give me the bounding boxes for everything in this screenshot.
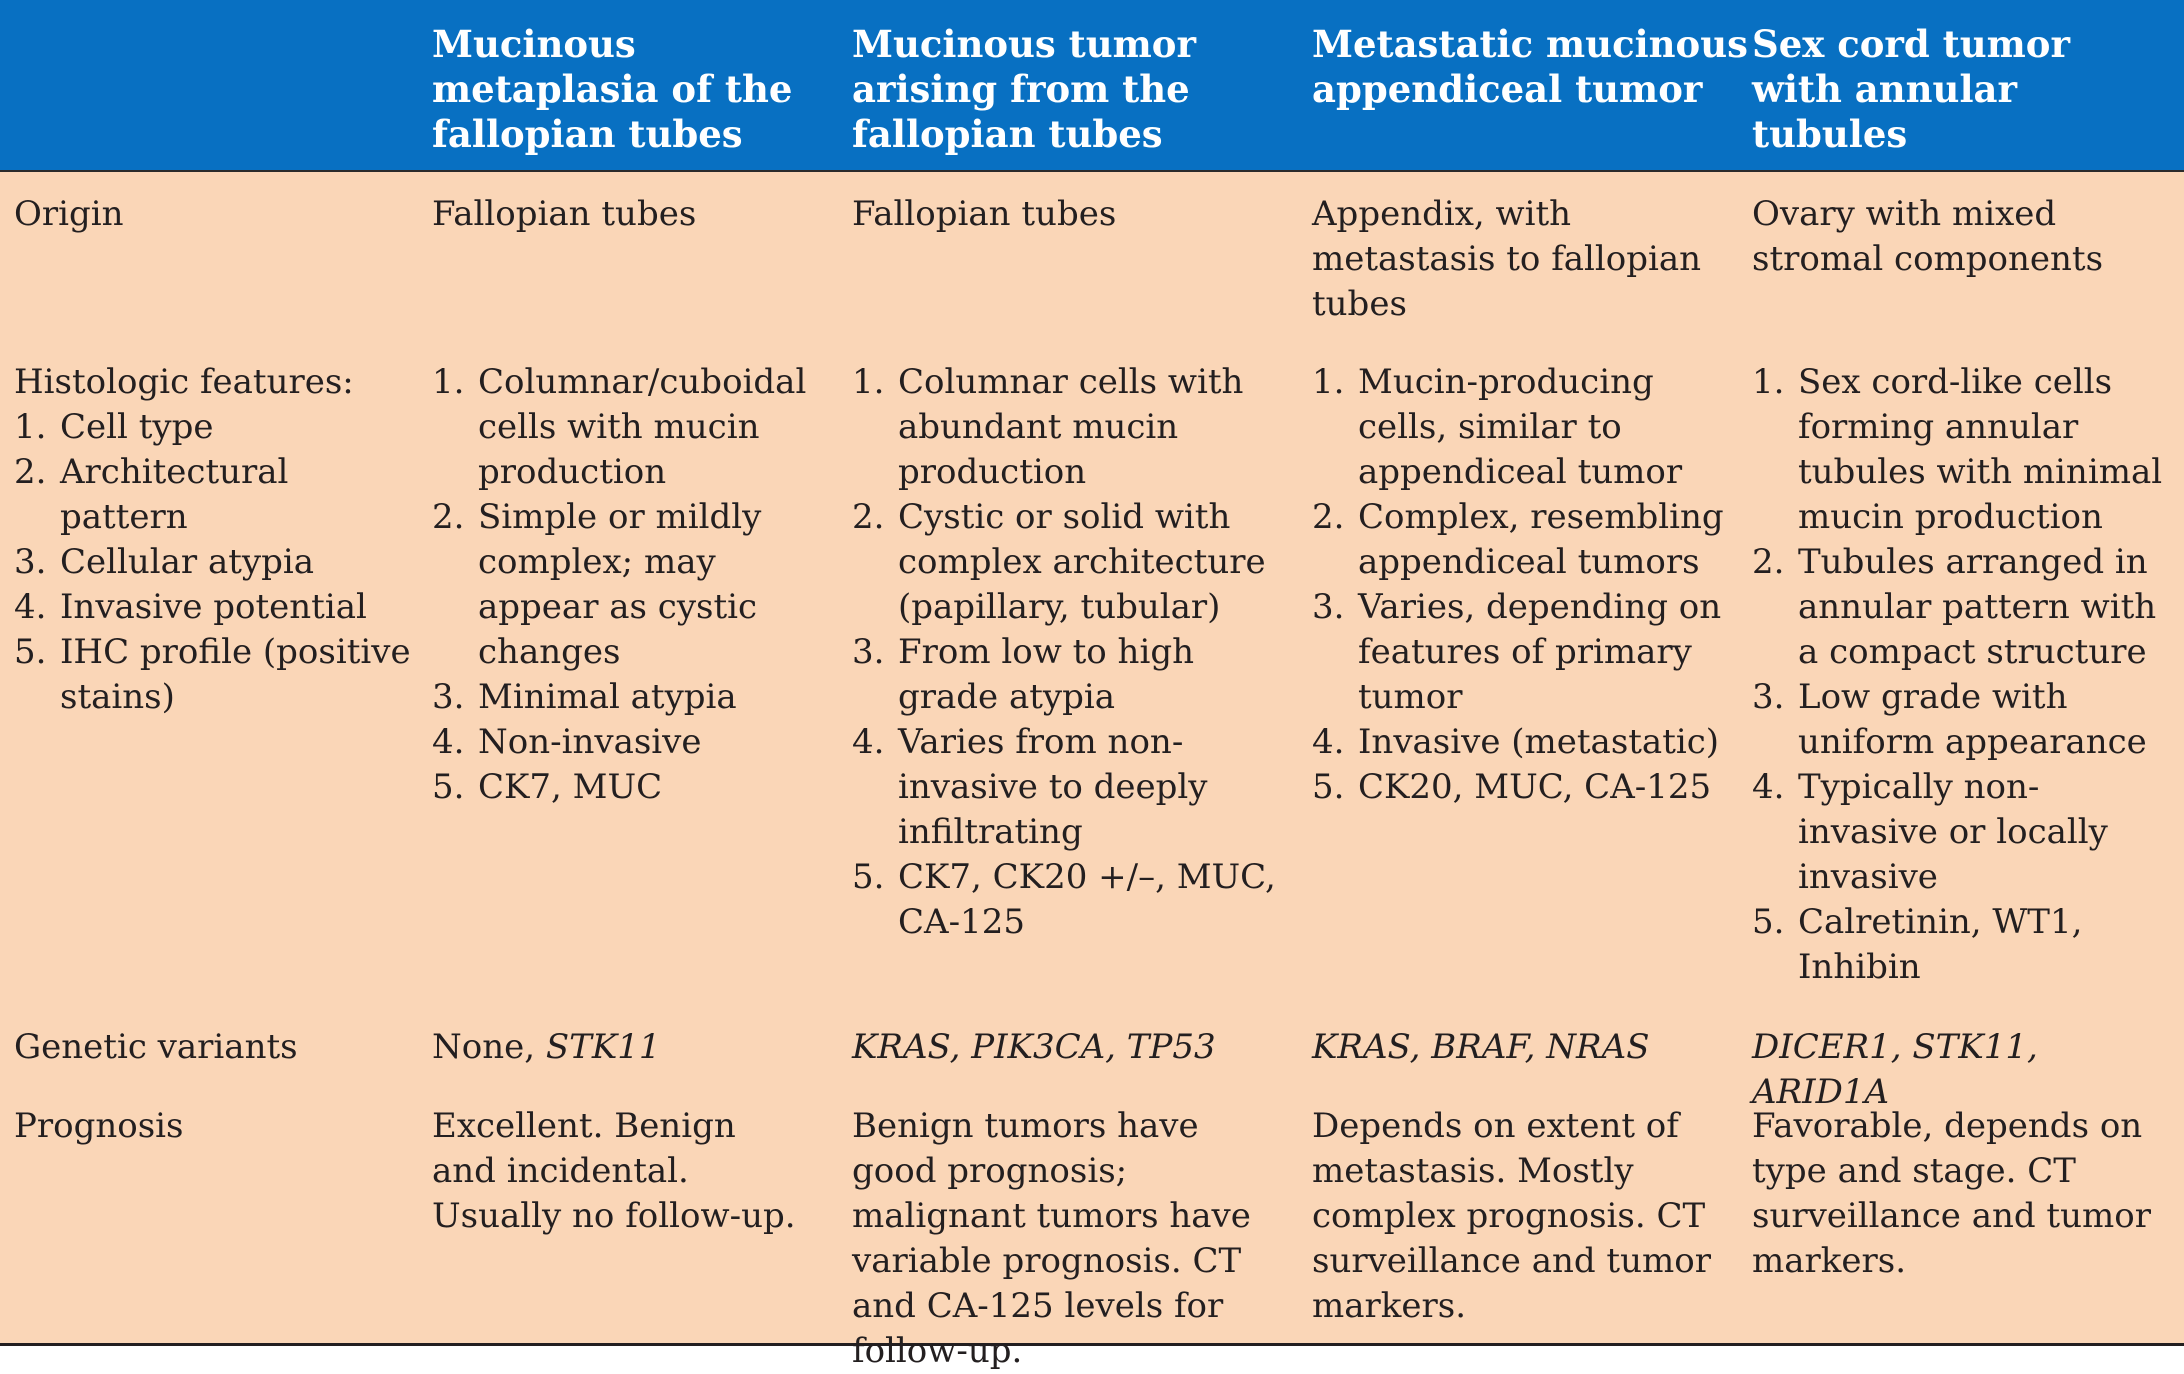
header-metastatic-appendiceal: Metastatic mucinous appendiceal tumor <box>1312 22 1748 111</box>
list-item: 1. Cell type <box>14 407 214 447</box>
genetic-cell: KRAS, BRAF, NRAS <box>1312 1027 1650 1067</box>
list-item: 2. Simple or mildly complex; may appear as cystic changes <box>432 497 762 672</box>
list-item: 1. Sex cord-like cells forming annular tubules with minimal mucin production <box>1752 362 2163 537</box>
origin-cell: Fallopian tubes <box>432 194 697 234</box>
prognosis-cell: Favorable, depends on type and stage. CT surveillance and tumor markers. <box>1752 1106 2151 1281</box>
list-item: 3. Cellular atypia <box>14 542 315 582</box>
histology-list-sex-cord <box>1752 360 2177 990</box>
header-divider <box>0 170 2184 172</box>
row-label-histology <box>14 360 414 720</box>
row-label-prognosis: Prognosis <box>14 1106 184 1146</box>
list-item: 2. Tubules arranged in annular pattern with a compact structure <box>1752 542 2157 672</box>
header-sex-cord-tumor: Sex cord tumor with annular tubules <box>1752 22 2070 156</box>
list-item: 2. Architectural pattern <box>14 452 289 537</box>
genetic-cell: None, STK11 <box>432 1027 661 1067</box>
list-item: 4. Invasive (metastatic) <box>1312 722 1720 762</box>
prognosis-cell: Excellent. Benign and incidental. Usually no follow-up. <box>432 1106 796 1236</box>
list-item: 1. Columnar/cuboidal cells with mucin production <box>432 362 807 492</box>
origin-cell: Appendix, with metastasis to fallopian tubes <box>1312 194 1702 324</box>
origin-cell: Fallopian tubes <box>852 194 1117 234</box>
histology-list-metastatic <box>1312 360 1737 810</box>
prognosis-cell: Benign tumors have good prognosis; malignant tumors have variable prognosis. CT and CA-125 levels for follow-up. <box>852 1106 1251 1371</box>
histology-label: Histologic features: <box>14 362 354 402</box>
list-item: 3. From low to high grade atypia <box>852 632 1194 717</box>
histology-list-metaplasia <box>432 360 822 810</box>
origin-cell: Ovary with mixed stromal components <box>1752 194 2104 279</box>
list-item: 4. Varies from non-invasive to deeply infiltrating <box>852 722 1208 852</box>
list-item: 5. Calretinin, WT1, Inhibin <box>1752 902 2083 987</box>
list-item: 3. Low grade with uniform appearance <box>1752 677 2147 762</box>
list-item: 5. CK7, CK20 +/–, MUC, CA-125 <box>852 857 1276 942</box>
histology-list-mucinous-tumor <box>852 360 1292 945</box>
list-item: 2. Complex, resembling appendiceal tumors <box>1312 497 1724 582</box>
genetic-cell: DICER1, STK11, ARID1A <box>1752 1027 2038 1112</box>
row-label-origin: Origin <box>14 194 124 234</box>
header-mucinous-tumor: Mucinous tumor arising from the fallopian tubes <box>852 22 1196 156</box>
list-item: 4. Typically non-invasive or locally invasive <box>1752 767 2108 897</box>
list-item: 1. Columnar cells with abundant mucin production <box>852 362 1244 492</box>
header-mucinous-metaplasia: Mucinous metaplasia of the fallopian tubes <box>432 22 793 156</box>
list-item: 4. Non-invasive <box>432 722 702 762</box>
histology-label-list <box>14 405 414 720</box>
list-item: 5. IHC profile (positive stains) <box>14 632 411 717</box>
list-item: 3. Varies, depending on features of primary tumor <box>1312 587 1722 717</box>
genetic-cell: KRAS, PIK3CA, TP53 <box>852 1027 1216 1067</box>
list-item: 1. Mucin-producing cells, similar to appendiceal tumor <box>1312 362 1683 492</box>
prognosis-cell: Depends on extent of metastasis. Mostly complex prognosis. CT surveillance and tumor markers. <box>1312 1106 1711 1326</box>
table-header <box>0 0 2184 170</box>
list-item: 2. Cystic or solid with complex architecture (papillary, tubular) <box>852 497 1266 627</box>
list-item: 5. CK7, MUC <box>432 767 663 807</box>
list-item: 3. Minimal atypia <box>432 677 737 717</box>
list-item: 5. CK20, MUC, CA-125 <box>1312 767 1712 807</box>
row-label-genetic: Genetic variants <box>14 1027 298 1067</box>
list-item: 4. Invasive potential <box>14 587 367 627</box>
